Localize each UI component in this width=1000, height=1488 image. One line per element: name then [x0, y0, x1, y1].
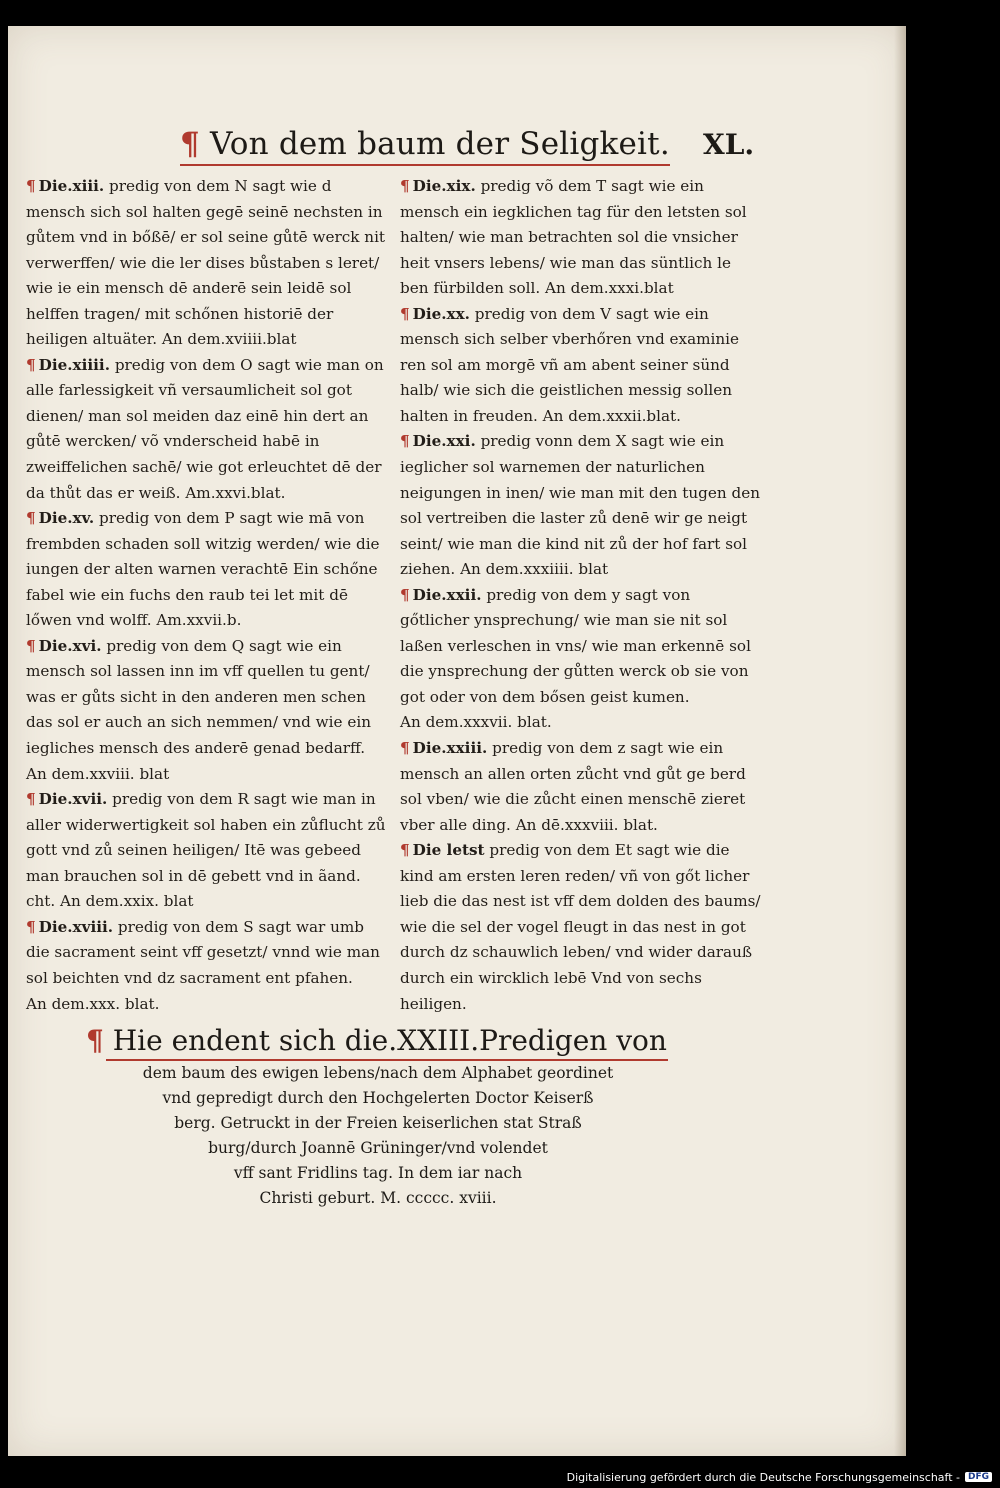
pilcrow-icon: ¶ — [400, 585, 410, 604]
sermon-entry — [400, 838, 762, 1017]
entry-reference: Am.xxvi.blat. — [185, 483, 286, 502]
funding-text: Digitalisierung gefördert durch die Deutsche Forschungsgemeinschaft - — [566, 1470, 960, 1484]
sermon-entry — [26, 787, 386, 915]
colophon-line: Christi geburt. M. ccccc. xviii. — [259, 1189, 497, 1207]
sermon-entry — [400, 583, 762, 736]
colophon-line: vff sant Fridlins tag. In dem iar nach — [233, 1164, 523, 1182]
colophon-line: burg/durch Joannē Grüninger/vnd volendet — [208, 1139, 548, 1157]
sermon-entry — [400, 429, 762, 582]
entry-text: predig von dem N sagt wie d mensch sich sol halten gegē seinē nechsten in gůtem vnd in bőßē/ er sol seine gůtē werck nit verwerffen/ wie die ler dises bůstaben s leret/ wie ie ein mensch dē anderē sein leidē sol helffen tragen/ mit schőnen historiē der heiligen altuäter. — [26, 177, 386, 349]
folio-number: XL. — [703, 128, 755, 161]
entry-reference: An dem.xviiii.blat — [161, 330, 297, 349]
pilcrow-icon: ¶ — [26, 917, 36, 936]
running-title — [180, 126, 670, 162]
colophon-line: berg. Getruckt in der Freien keiserlichen stat Straß — [174, 1114, 582, 1132]
pilcrow-icon: ¶ — [26, 790, 36, 809]
entry-text: predig von dem P sagt wie mā von frembden schaden soll witzig werden/ wie die iungen der alten warnen verachtē Ein schőne fabel wie ein fuchs den raub tei let mit dē lőwen vnd wolff. — [26, 509, 380, 630]
entry-text: predig von dem R sagt wie man in aller widerwertigkeit sol haben ein zůflucht zů gott vnd zů seinen heiligen/ Itē was gebeed man brauchen sol in dē gebett vnd in ãand. cht. — [26, 790, 386, 911]
pilcrow-icon: ¶ — [26, 636, 36, 655]
sermon-entry — [26, 174, 386, 353]
running-title-text: Von dem baum der Seligkeit. — [210, 126, 670, 162]
entry-reference: An dē.xxxviii. blat. — [515, 815, 658, 834]
entry-lead: Die.xxii. — [412, 585, 482, 604]
sermon-entry — [26, 353, 386, 506]
entry-text: predig von dem S sagt war umb die sacrament seint vff gesetzt/ vnnd wie man sol beichten vnd dz sacrament ent pfahen. — [26, 917, 380, 987]
entry-lead: Die.xvii. — [38, 790, 108, 809]
entry-lead: Die letst — [412, 841, 485, 860]
dfg-logo[interactable]: DFG — [965, 1472, 992, 1482]
pilcrow-icon: ¶ — [26, 177, 36, 195]
page-header — [158, 126, 758, 166]
entry-text: predig von dem Et sagt wie die kind am ersten leren reden/ vñ von gőt licher lieb die das nest ist vff dem dolden des baums/ wie die sel der vogel fleugt in das nest in got durch dz schauwlich leben/ vnd wider darauß durch ein wircklich lebē Vnd von sechs heiligen. — [400, 841, 761, 1013]
colophon — [78, 1021, 678, 1211]
entry-text: predig von dem O sagt wie man on alle farlessigkeit vñ versaumlicheit sol got dienen/ man sol meiden daz einē hin dert an gůtē wercken/ võ vnderscheid habē in zweiffelichen sachē/ wie got erleuchtet dē der da thůt das er weiß. — [26, 355, 384, 502]
entry-lead: Die.xix. — [412, 177, 476, 195]
sermon-entry — [26, 506, 386, 634]
entry-lead: Die.xxi. — [412, 432, 476, 451]
left-column — [26, 174, 386, 1017]
colophon-line: dem baum des ewigen lebens/nach dem Alphabet geordinet — [142, 1064, 614, 1082]
entry-lead: Die.xiiii. — [38, 355, 110, 374]
sermon-entry — [400, 736, 762, 838]
entry-lead: Die.xiii. — [38, 177, 105, 195]
pilcrow-icon: ¶ — [400, 304, 410, 323]
pilcrow-icon: ¶ — [86, 1024, 104, 1057]
entry-reference: An dem.xxxvii. blat. — [400, 713, 552, 732]
funding-footer — [567, 1468, 992, 1486]
pilcrow-icon: ¶ — [26, 355, 36, 374]
entry-reference: Am.xxvii.b. — [156, 611, 242, 630]
colophon-heading — [78, 1021, 678, 1061]
pilcrow-icon: ¶ — [26, 509, 36, 528]
sermon-entry — [400, 174, 762, 302]
entry-lead: Die.xvi. — [38, 636, 102, 655]
sermon-entry — [400, 302, 762, 430]
pilcrow-icon: ¶ — [400, 177, 410, 195]
entry-lead: Die.xv. — [38, 509, 95, 528]
book-page — [8, 26, 906, 1456]
entry-lead: Die.xxiii. — [412, 739, 488, 758]
entry-reference: An dem.xxix. blat — [60, 892, 194, 911]
entry-text: predig vonn dem X sagt wie ein ieglicher sol warnemen der naturlichen neigungen in inen/ wie man mit den tugen den sol vertreiben die laster zů denē wir ge neigt seint/ wie man die kind nit zů der hof fart sol ziehen. — [400, 432, 760, 579]
entry-text: predig von dem z sagt wie ein mensch an allen orten zůcht vnd gůt ge berd sol vben/ wie die zůcht einen menschē zieret vber alle ding. — [400, 739, 746, 834]
colophon-heading-text: Hie endent sich die.XXIII.Predigen von — [112, 1024, 667, 1057]
pilcrow-icon: ¶ — [400, 432, 410, 451]
entry-lead: Die.xx. — [412, 304, 470, 323]
pilcrow-icon: ¶ — [180, 126, 200, 162]
entry-text: predig von dem y sagt von gőtlicher ynsprechung/ wie man sie nit sol laßen verleschen in vns/ wie man erkennē sol die ynsprechung der gůtten werck ob sie von got oder von dem bősen geist kumen. — [400, 585, 751, 706]
entry-lead: Die.xviii. — [38, 917, 114, 936]
entry-reference: An dem.xxx. blat. — [26, 994, 160, 1013]
entry-reference: An dem.xxxiiii. blat — [460, 560, 609, 579]
sermon-entry — [26, 634, 386, 787]
right-column — [400, 174, 762, 1017]
entry-text: predig von dem V sagt wie ein mensch sich selber vberhőren vnd examinie ren sol am morgē vñ am abent seiner sünd halb/ wie sich die geistlichen messig sollen halten in freuden. — [400, 304, 740, 425]
entry-text: predig von dem Q sagt wie ein mensch sol lassen inn im vff quellen tu gent/ was er gůts sicht in den anderen men schen das sol er auch an sich nemmen/ vnd wie ein iegliches mensch des anderē genad bedarff. — [26, 636, 371, 758]
entry-reference: An dem.xxxii.blat. — [542, 406, 681, 425]
entry-reference: An dem.xxxi.blat — [545, 279, 674, 298]
colophon-line: vnd gepredigt durch den Hochgelerten Doctor Keiserß — [162, 1089, 594, 1107]
pilcrow-icon: ¶ — [400, 739, 410, 758]
entry-text: predig võ dem T sagt wie ein mensch ein iegklichen tag für den letsten sol halten/ wie man betrachten sol die vnsicher heit vnsers lebens/ wie man das süntlich le ben fürbilden soll. — [400, 177, 747, 298]
sermon-entry — [26, 915, 386, 1017]
entry-reference: An dem.xxviii. blat — [26, 764, 170, 783]
pilcrow-icon: ¶ — [400, 841, 410, 860]
